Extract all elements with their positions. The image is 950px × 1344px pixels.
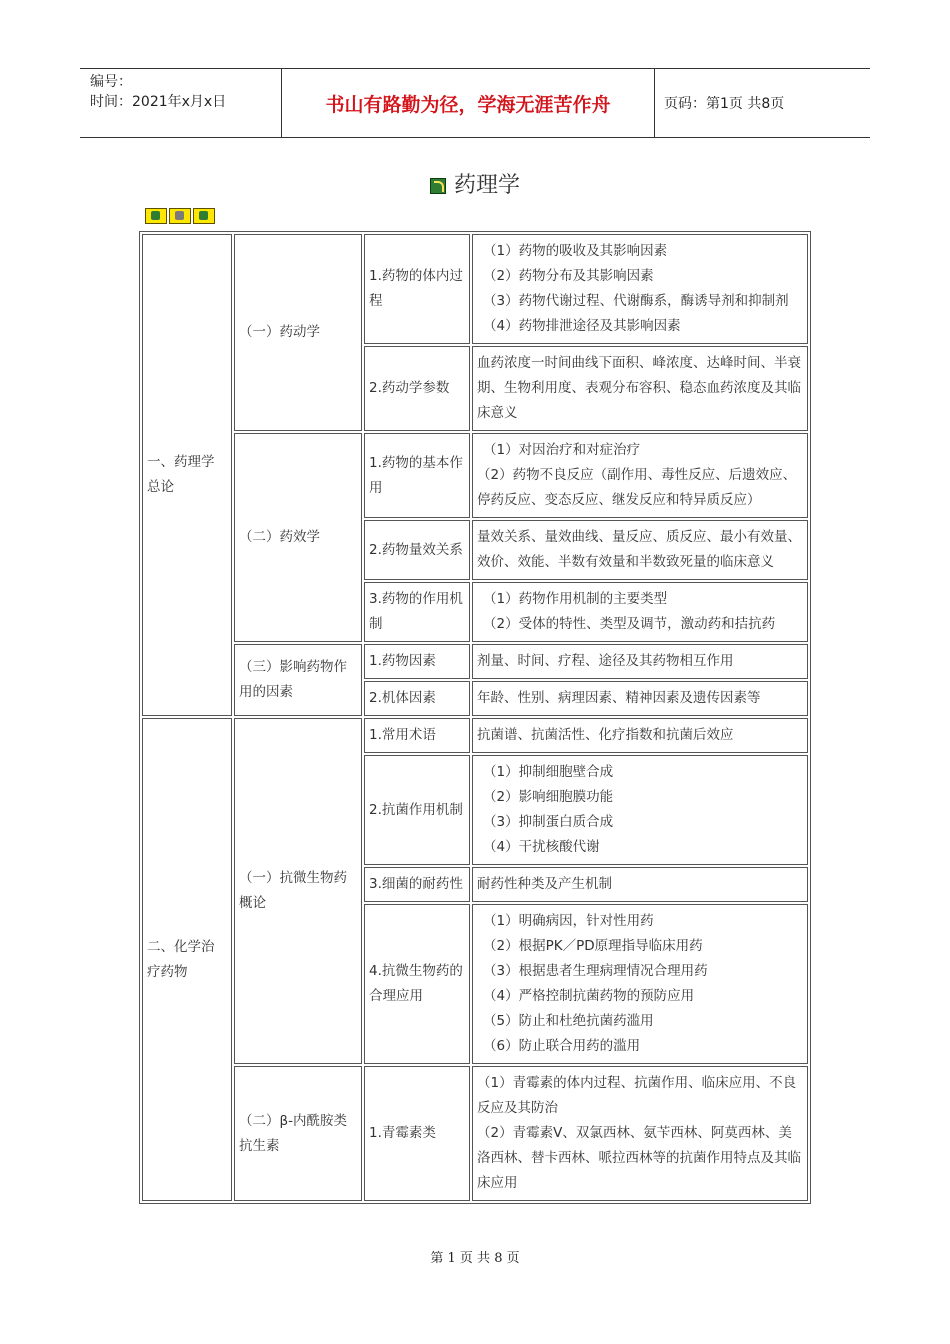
content-cell: [472, 755, 808, 865]
content-line: 血药浓度一时间曲线下面积、峰浓度、达峰时间、半衰期、生物利用度、表观分布容积、稳态血药浓度及其临床意义: [477, 355, 801, 421]
content-line: （2）青霉素V、双氯西林、氨苄西林、阿莫西林、美洛西林、替卡西林、哌拉西林等的抗菌作用特点及其临床应用: [477, 1125, 801, 1191]
document-icon: [430, 178, 446, 194]
content-line: （2）受体的特性、类型及调节，激动药和拮抗药: [483, 616, 776, 632]
level3-cell: 2.抗菌作用机制: [364, 755, 470, 865]
content-cell: [472, 1066, 808, 1201]
number-label: 编号：: [90, 74, 132, 90]
level3-cell: 3.药物的作用机制: [364, 582, 470, 642]
level3-cell: 2.药物量效关系: [364, 520, 470, 580]
level3-cell: 4.抗微生物药的合理应用: [364, 904, 470, 1064]
level1-cell: 一、药理学总论: [142, 234, 232, 716]
content-line: （3）药物代谢过程、代谢酶系，酶诱导剂和抑制剂: [483, 293, 789, 309]
nav-icons: [145, 208, 215, 224]
level3-cell: 2.机体因素: [364, 681, 470, 716]
content-line: （1）药物作用机制的主要类型: [483, 591, 668, 607]
level2-cell: （一）药动学: [234, 234, 362, 431]
level2-cell: （三）影响药物作用的因素: [234, 644, 362, 716]
content-line: 抗菌谱、抗菌活性、化疗指数和抗菌后效应: [477, 727, 734, 743]
table-row: [142, 433, 808, 518]
content-line: （4）严格控制抗菌药物的预防应用: [483, 988, 695, 1004]
level1-cell: 二、化学治疗药物: [142, 718, 232, 1201]
header-motto: 书山有路勤为径，学海无涯苦作舟: [281, 69, 655, 137]
level2-cell: （一）抗微生物药概论: [234, 718, 362, 1064]
content-line: （1）明确病因，针对性用药: [483, 913, 654, 929]
content-line: （2）药物不良反应（副作用、毒性反应、后遗效应、停药反应、变态反应、继发反应和特异质反应）: [477, 467, 797, 508]
header-meta: [80, 69, 280, 137]
level3-cell: 3.细菌的耐药性: [364, 867, 470, 902]
next-icon[interactable]: [193, 208, 215, 224]
refresh-icon[interactable]: [169, 208, 191, 224]
content-line: （4）干扰核酸代谢: [483, 839, 600, 855]
level3-cell: 2.药动学参数: [364, 346, 470, 431]
table-row: [142, 234, 808, 344]
level2-cell: （二）药效学: [234, 433, 362, 642]
content-line: （3）抑制蛋白质合成: [483, 814, 614, 830]
content-line: （2）药物分布及其影响因素: [483, 268, 654, 284]
content-line: （1）抑制细胞壁合成: [483, 764, 614, 780]
document-title: 药理学: [453, 173, 520, 198]
content-cell: [472, 346, 808, 431]
content-cell: [472, 520, 808, 580]
content-line: （1）对因治疗和对症治疗: [483, 442, 641, 458]
table-row: [142, 644, 808, 679]
content-cell: [472, 582, 808, 642]
page-footer: 第 1 页 共 8 页: [430, 1251, 520, 1266]
content-cell: [472, 904, 808, 1064]
content-line: 耐药性种类及产生机制: [477, 876, 612, 892]
content-line: （6）防止联合用药的滥用: [483, 1038, 641, 1054]
level3-cell: 1.药物的体内过程: [364, 234, 470, 344]
content-cell: [472, 681, 808, 716]
content-line: 量效关系、量效曲线、量反应、质反应、最小有效量、效价、效能、半数有效量和半数致死量的临床意义: [477, 529, 801, 570]
content-line: （2）影响细胞膜功能: [483, 789, 614, 805]
content-line: 年龄、性别、病理因素、精神因素及遗传因素等: [477, 690, 761, 706]
table-row: [142, 1066, 808, 1201]
content-cell: [472, 718, 808, 753]
content-line: （1）药物的吸收及其影响因素: [483, 243, 668, 259]
content-line: 剂量、时间、疗程、途径及其药物相互作用: [477, 653, 734, 669]
level2-cell: （二）β-内酰胺类抗生素: [234, 1066, 362, 1201]
document-title-wrap: [0, 168, 950, 199]
content-line: （3）根据患者生理病理情况合理用药: [483, 963, 708, 979]
date-label: 时间：2021年x月x日: [90, 94, 227, 110]
table-row: [142, 718, 808, 753]
level3-cell: 1.药物因素: [364, 644, 470, 679]
content-line: （5）防止和杜绝抗菌药滥用: [483, 1013, 654, 1029]
level3-cell: 1.常用术语: [364, 718, 470, 753]
content-cell: [472, 644, 808, 679]
content-cell: [472, 234, 808, 344]
page-header: [80, 68, 870, 138]
syllabus-table: [139, 231, 811, 1204]
level3-cell: 1.药物的基本作用: [364, 433, 470, 518]
prev-icon[interactable]: [145, 208, 167, 224]
content-cell: [472, 867, 808, 902]
content-line: （1）青霉素的体内过程、抗菌作用、临床应用、不良反应及其防治: [477, 1075, 797, 1116]
content-line: （2）根据PK／PD原理指导临床用药: [483, 938, 703, 954]
content-line: （4）药物排泄途径及其影响因素: [483, 318, 681, 334]
content-cell: [472, 433, 808, 518]
level3-cell: 1.青霉素类: [364, 1066, 470, 1201]
header-page-info: 页码：第1页 共8页: [664, 96, 785, 112]
